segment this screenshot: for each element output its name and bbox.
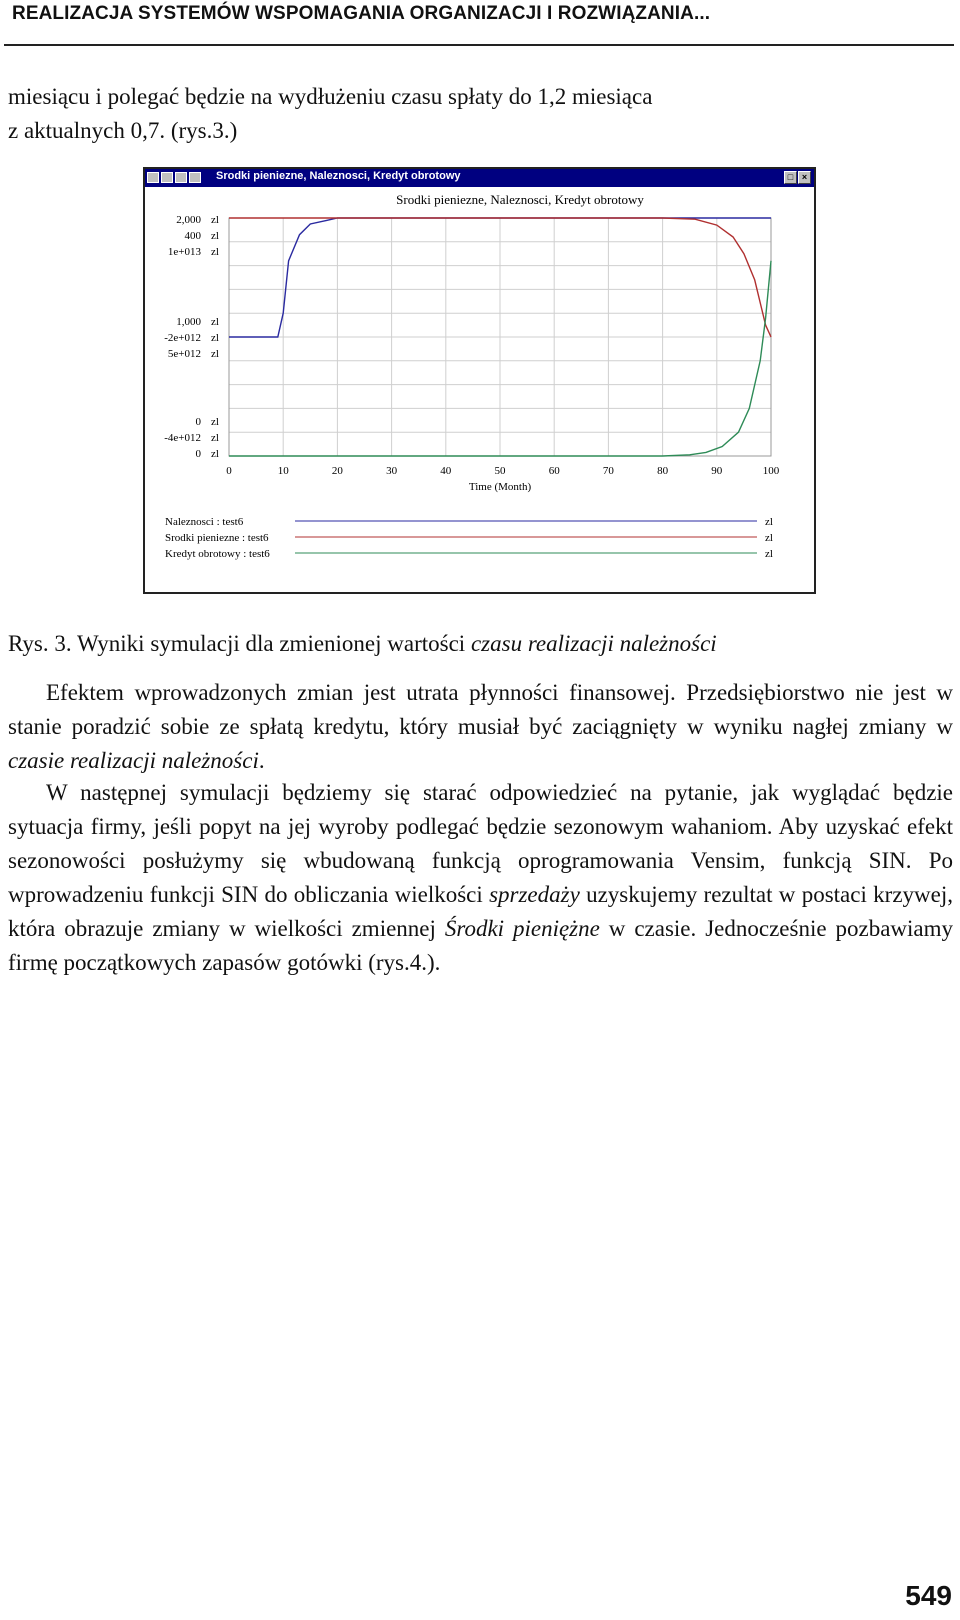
- window-tool-icon[interactable]: [189, 172, 201, 183]
- y-tick-label: 5e+012: [167, 348, 201, 360]
- x-tick-label: 90: [711, 465, 723, 477]
- figure-caption: [8, 627, 717, 661]
- x-tick-label: 60: [548, 465, 560, 477]
- window-title: Srodki pieniezne, Naleznosci, Kredyt obrotowy: [216, 170, 461, 182]
- x-tick-label: 80: [657, 465, 669, 477]
- paragraph-emphasis: Środki pieniężne: [444, 916, 600, 941]
- x-tick-label: 20: [331, 465, 343, 477]
- window-menu-icon[interactable]: [147, 172, 159, 183]
- caption-text: Rys. 3. Wyniki symulacji dla zmienionej wartości: [8, 631, 471, 656]
- legend-label: Srodki pieniezne : test6: [165, 532, 269, 544]
- legend-label: Naleznosci : test6: [165, 516, 244, 528]
- paragraph-text: uzyskujemy rezultat w postaci krzywej, która obrazuje zmiany w wielkości zmiennej: [8, 882, 953, 941]
- y-tick-label: -2e+012: [164, 332, 201, 344]
- y-tick-label: -4e+012: [164, 432, 201, 444]
- x-tick-label: 40: [440, 465, 452, 477]
- paragraph-emphasis: sprzedaży: [489, 882, 580, 907]
- window-titlebar: [145, 169, 814, 187]
- maximize-button[interactable]: □: [784, 171, 797, 184]
- y-tick-unit: zl: [211, 332, 219, 344]
- y-tick-label: 2,000: [176, 214, 201, 226]
- window-tool-icon[interactable]: [175, 172, 187, 183]
- chart-area: [145, 187, 814, 592]
- close-button[interactable]: ×: [798, 171, 811, 184]
- x-tick-label: 50: [494, 465, 506, 477]
- paragraph-text: W następnej symulacji będziemy się starać odpowiedzieć na pytanie, jak wyglądać będzie sytuacja firmy, jeśli popyt na jej wyroby podlegać będzie sezonowym wahaniom. Aby uzyskać efekt sezonowości posłużymy się wbudowaną funkcją oprogramowania Vensim, funkcją SIN. Po wprowadzeniu funkcji SIN do obliczania wielkości: [8, 780, 953, 907]
- y-tick-label: 400: [184, 230, 201, 242]
- x-tick-label: 70: [602, 465, 614, 477]
- paragraph-text: Efektem wprowadzonych zmian jest utrata płynności finansowej. Przedsiębiorstwo nie jest w stanie poradzić sobie ze spłatą kredytu, który musiał być zaciągnięty w wyniku nagłej zmiany w: [8, 680, 953, 739]
- header-rule: [4, 44, 954, 46]
- paragraph-last-line: z aktualnych 0,7. (rys.3.): [8, 118, 238, 143]
- y-tick-unit: zl: [211, 448, 219, 460]
- paragraph-2: [8, 676, 953, 778]
- y-tick-unit: zl: [211, 246, 219, 258]
- paragraph-line: miesiącu i polegać będzie na wydłużeniu czasu spłaty do 1,2 miesiąca: [8, 84, 653, 109]
- legend-unit: zl: [765, 532, 773, 544]
- paragraph-3: [8, 776, 953, 980]
- x-tick-label: 100: [762, 465, 780, 477]
- figure-vensim-window: [143, 167, 816, 594]
- caption-italic: czasu realizacji należności: [470, 631, 717, 656]
- y-tick-label: 1,000: [176, 316, 201, 328]
- y-tick-unit: zl: [211, 316, 219, 328]
- x-tick-label: 0: [226, 465, 232, 477]
- x-axis-label: Time (Month): [468, 481, 532, 493]
- legend-label: Kredyt obrotowy : test6: [165, 548, 270, 560]
- y-tick-unit: zl: [211, 348, 219, 360]
- page-number: 549: [905, 1580, 952, 1611]
- window-tool-icon[interactable]: [161, 172, 173, 183]
- legend-unit: zl: [765, 548, 773, 560]
- paragraph-text: .: [258, 748, 265, 773]
- paragraph-emphasis: czasie realizacji należności: [8, 748, 259, 773]
- chart-title: Srodki pieniezne, Naleznosci, Kredyt obrotowy: [396, 192, 644, 207]
- legend-unit: zl: [765, 516, 773, 528]
- running-head: REALIZACJA SYSTEMÓW WSPOMAGANIA ORGANIZACJI I ROZWIĄZANIA...: [12, 3, 711, 24]
- paragraph-text: w czasie. Jednocześnie pozbawiamy firmę początkowych zapasów gotówki (rys.4.).: [8, 916, 953, 975]
- y-tick-label: 0: [195, 416, 201, 428]
- y-tick-label: 0: [195, 448, 201, 460]
- paragraph-continuation: [8, 80, 953, 148]
- x-tick-label: 10: [277, 465, 289, 477]
- x-tick-label: 30: [386, 465, 398, 477]
- y-tick-unit: zl: [211, 230, 219, 242]
- y-tick-label: 1e+013: [167, 246, 201, 258]
- y-tick-unit: zl: [211, 432, 219, 444]
- y-tick-unit: zl: [211, 416, 219, 428]
- y-tick-unit: zl: [211, 214, 219, 226]
